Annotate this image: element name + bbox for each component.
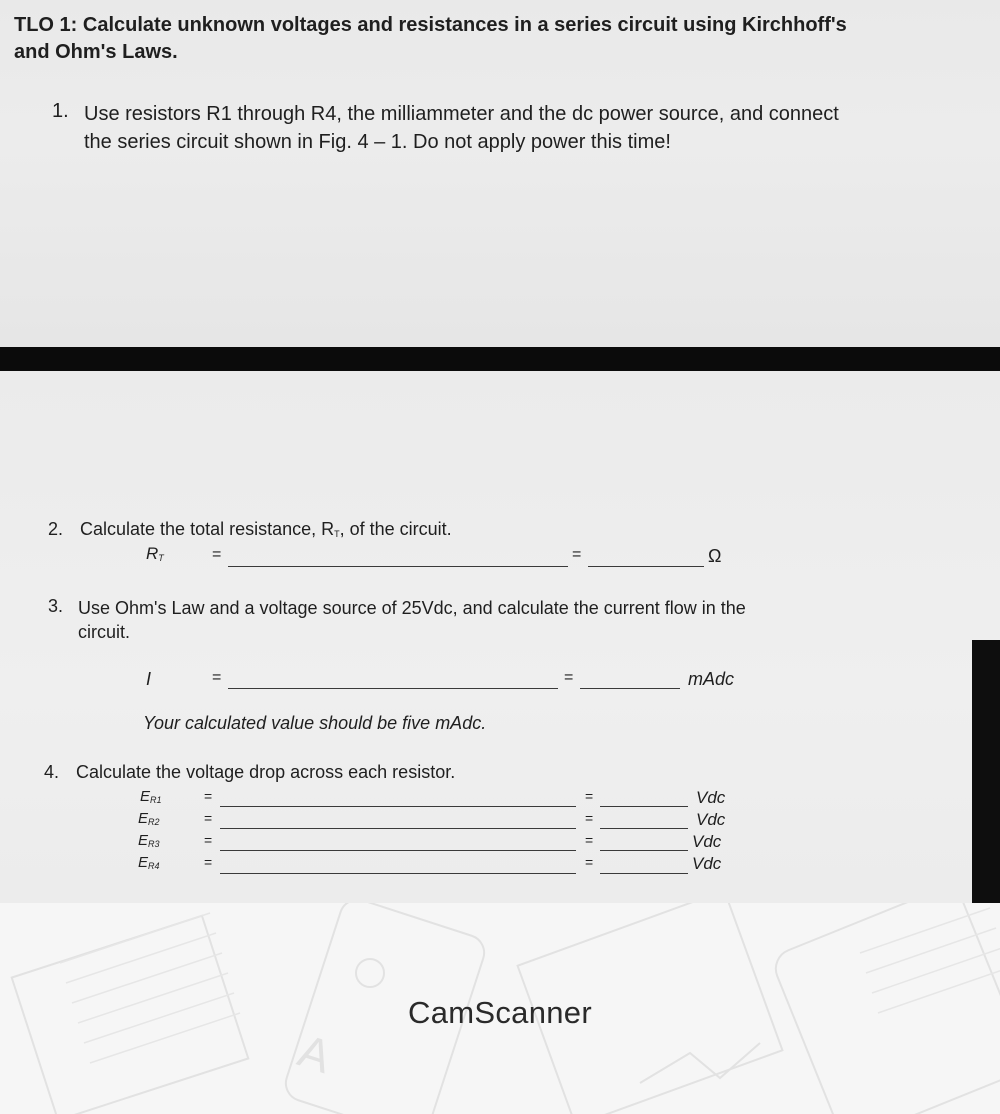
er3-var: E: [138, 832, 149, 849]
step2-text-subscript: T: [334, 529, 340, 539]
deco-mountain-line: [640, 1043, 760, 1083]
objective-title-line1: TLO 1: Calculate unknown voltages and resistances in a series circuit using Kirchhoff's: [14, 14, 847, 36]
deco-doc-lines: [60, 913, 240, 1063]
step3-text: [78, 596, 746, 644]
er4-expression-blank[interactable]: [220, 873, 576, 874]
er4-equals-2: =: [585, 854, 594, 870]
step4-number: 4.: [44, 762, 60, 782]
er3-sub: R3: [148, 839, 160, 849]
step3-number: 3.: [48, 596, 64, 616]
er1-sub: R1: [150, 795, 162, 805]
er1-var: E: [140, 788, 151, 805]
deco-letter: A: [292, 1023, 338, 1083]
er4-equals-1: =: [204, 854, 213, 870]
er2-var: E: [138, 810, 149, 827]
er4-sub: R4: [148, 861, 160, 871]
rt-result-blank[interactable]: [588, 566, 704, 567]
step2-number: 2.: [48, 519, 64, 539]
er1-expression-blank[interactable]: [220, 806, 576, 807]
current-equals-1: =: [212, 669, 222, 686]
deco-circle: [356, 959, 384, 987]
scan-fold-bar: [0, 347, 1000, 371]
step4-text: Calculate the voltage drop across each resistor.: [76, 762, 456, 782]
step1-line2: the series circuit shown in Fig. 4 – 1. Do not apply power this time!: [84, 131, 671, 153]
er2-unit: Vdc: [696, 810, 726, 829]
er4-var: E: [138, 854, 149, 871]
er4-label: [138, 854, 160, 871]
er3-equals-1: =: [204, 832, 213, 848]
objective-title: [14, 12, 847, 66]
er2-result-blank[interactable]: [600, 828, 688, 829]
er2-equals-2: =: [585, 810, 594, 826]
rt-equals-1: =: [212, 546, 222, 563]
camscanner-watermark: CamScanner: [408, 995, 592, 1030]
current-result-blank[interactable]: [580, 688, 680, 689]
step1-number: 1.: [52, 100, 69, 122]
step3-line2: circuit.: [78, 622, 131, 642]
objective-title-line2: and Ohm's Laws.: [14, 41, 178, 63]
rt-equals-2: =: [572, 546, 582, 563]
rt-label: [146, 544, 164, 564]
er3-label: [138, 832, 160, 849]
current-equals-2: =: [564, 669, 574, 686]
expected-value-note: Your calculated value should be five mAdc.: [143, 713, 487, 733]
current-var: I: [146, 669, 152, 689]
er2-sub: R2: [148, 817, 160, 827]
er1-result-blank[interactable]: [600, 806, 688, 807]
er3-expression-blank[interactable]: [220, 850, 576, 851]
step2-text: [80, 519, 452, 540]
er1-label: [140, 788, 162, 805]
step1-line1: Use resistors R1 through R4, the milliammeter and the dc power source, and connect: [84, 103, 839, 125]
camscanner-footer: [0, 903, 1000, 1114]
rt-expression-blank[interactable]: [228, 566, 568, 567]
er1-equals-1: =: [204, 788, 213, 804]
step2-text-start: Calculate the total resistance, R: [80, 519, 335, 539]
current-expression-blank[interactable]: [228, 688, 558, 689]
er2-label: [138, 810, 160, 827]
rt-sub: T: [158, 553, 164, 563]
step3-line1: Use Ohm's Law and a voltage source of 25Vdc, and calculate the current flow in the: [78, 598, 746, 618]
er3-equals-2: =: [585, 832, 594, 848]
er3-result-blank[interactable]: [600, 850, 688, 851]
er3-unit: Vdc: [692, 832, 722, 851]
scan-edge-shadow: [972, 640, 1000, 903]
er4-unit: Vdc: [692, 854, 722, 873]
er2-expression-blank[interactable]: [220, 828, 576, 829]
er4-result-blank[interactable]: [600, 873, 688, 874]
ohm-unit: Ω: [708, 546, 722, 566]
step1-text: [84, 100, 839, 156]
madc-unit: mAdc: [688, 669, 735, 689]
rt-var: R: [146, 544, 159, 563]
step2-text-end: , of the circuit.: [339, 519, 452, 539]
er1-equals-2: =: [585, 788, 594, 804]
er1-unit: Vdc: [696, 788, 726, 807]
er2-equals-1: =: [204, 810, 213, 826]
